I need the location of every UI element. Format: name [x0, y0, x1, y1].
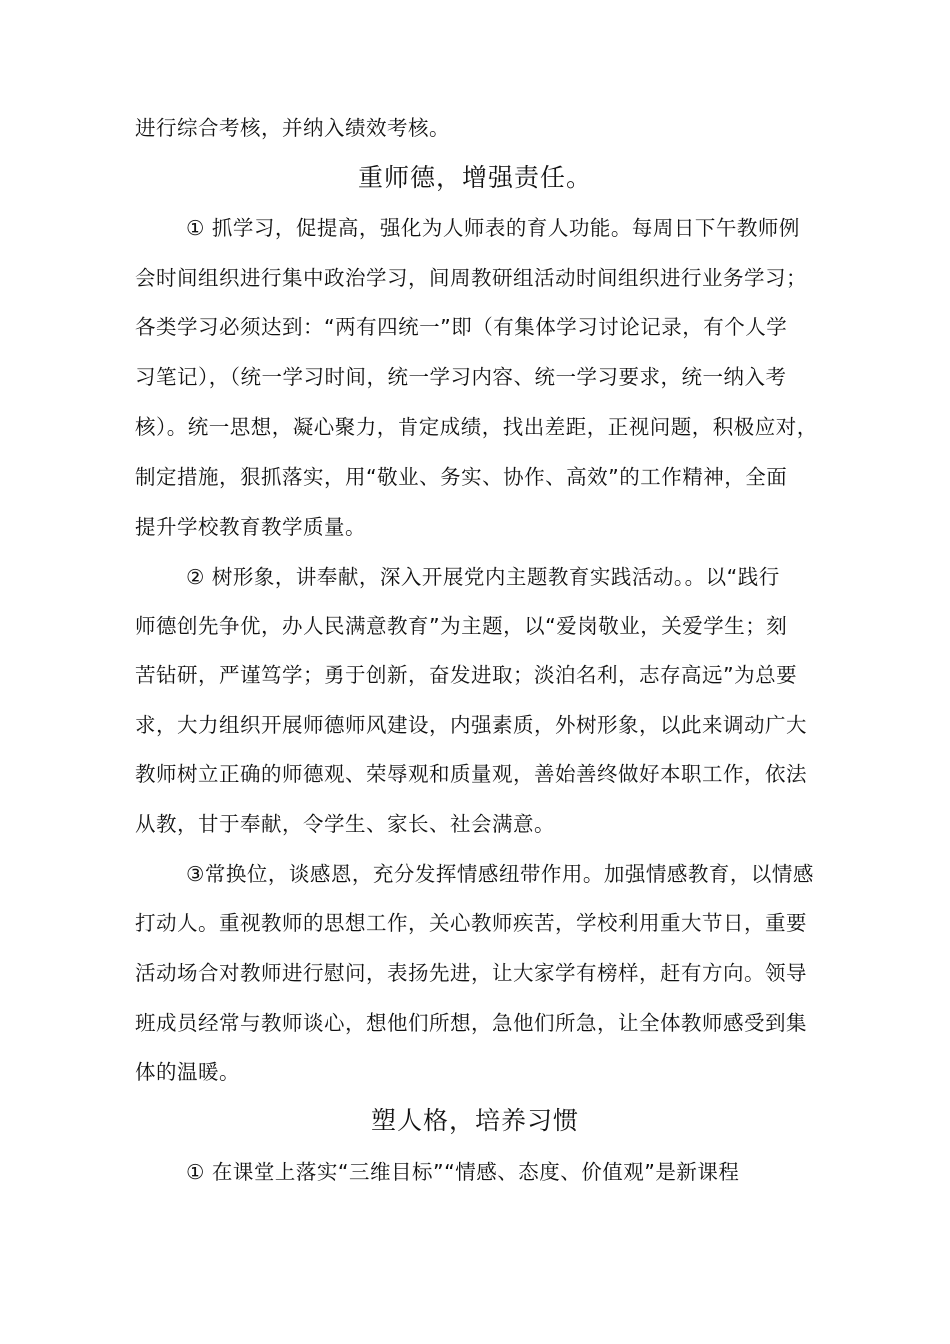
paragraph-line: ① 在课堂上落实“三维目标”“情感、态度、价值观”是新课程: [186, 1160, 740, 1184]
paragraph-line: 核）。统一思想，凝心聚力，肯定成绩，找出差距，正视问题，积极应对，: [135, 415, 818, 439]
paragraph-line: 提升学校教育教学质量。: [135, 515, 366, 539]
paragraph-line: 教师树立正确的师德观、荣辱观和质量观，善始善终做好本职工作，依法: [135, 762, 807, 786]
paragraph-line: 打动人。重视教师的思想工作，关心教师疾苦，学校利用重大节日，重要: [135, 911, 807, 935]
paragraph-line: ② 树形象，讲奉献，深入开展党内主题教育实践活动。。以“践行: [186, 565, 780, 589]
section-heading: 重师德，增强责任。: [357, 163, 592, 192]
paragraph-line: ① 抓学习，促提高，强化为人师表的育人功能。每周日下午教师例: [186, 216, 800, 240]
paragraph-line: 进行综合考核，并纳入绩效考核。: [135, 116, 450, 140]
paragraph-line: 制定措施，狠抓落实，用“敬业、务实、协作、高效”的工作精神，全面: [135, 465, 788, 489]
paragraph-line: 各类学习必须达到：“两有四统一”即（有集体学习讨论记录，有个人学: [135, 315, 788, 339]
paragraph-line: 活动场合对教师进行慰问，表扬先进，让大家学有榜样，赶有方向。领导: [135, 961, 807, 985]
paragraph-line: 求，大力组织开展师德师风建设，内强素质，外树形象，以此来调动广大: [135, 713, 807, 737]
section-heading: 塑人格，培养习惯: [370, 1106, 579, 1135]
paragraph-line: 习笔记），（统一学习时间，统一学习内容、统一学习要求，统一纳入考: [135, 365, 787, 389]
paragraph-line: 师德创先争优，办人民满意教育”为主题，以“爱岗敬业，关爱学生；刻: [135, 614, 788, 638]
paragraph-line: 苦钻研，严谨笃学；勇于创新，奋发进取；淡泊名利，志存高远”为总要: [135, 663, 798, 687]
paragraph-line: 班成员经常与教师谈心，想他们所想，急他们所急，让全体教师感受到集: [135, 1011, 807, 1035]
paragraph-line: 体的温暖。: [135, 1060, 240, 1084]
paragraph-line: 会时间组织进行集中政治学习，间周教研组活动时间组织进行业务学习；: [135, 266, 807, 290]
paragraph-line: ③常换位，谈感恩，充分发挥情感纽带作用。加强情感教育，以情感: [186, 862, 814, 886]
paragraph-line: 从教，甘于奉献，令学生、家长、社会满意。: [135, 812, 555, 836]
